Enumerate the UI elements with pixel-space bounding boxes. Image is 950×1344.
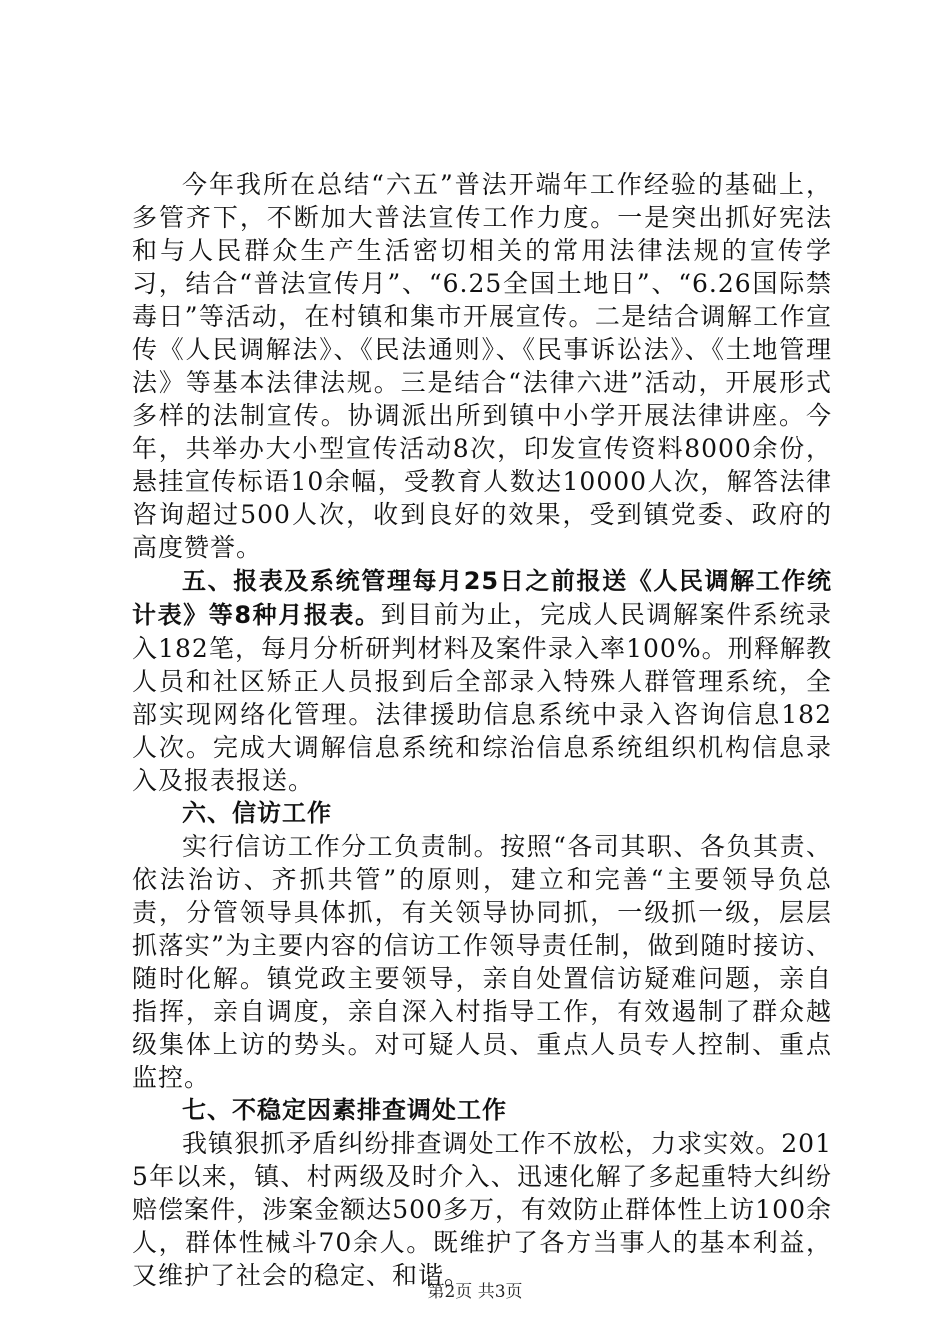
paragraph-reports-system (132, 564, 832, 797)
paragraph-reports-body: 到目前为止，完成人民调解案件系统录入182笔，每月分析研判材料及案件录入率100%。刑释解教人员和社区矫正人员报到后全部录入特殊人群管理系统，全部实现网络化管理。法律援助信息系统中录入咨询信息182人次。完成大调解信息系统和综治信息系统组织机构信息录入及报表报送。 (132, 600, 832, 795)
section-heading-instability: 七、不稳定因素排查调处工作 (182, 1096, 507, 1124)
section-heading-reports: 五、报表及系统管理每月25日之前报送《人民调解工作统计表》等8种月报表。 (132, 567, 832, 629)
paragraph-petitions: 实行信访工作分工负责制。按照“各司其职、各负其责、依法治访、齐抓共管”的原则，建立和完善“主要领导负总责，分管领导具体抓，有关领导协同抓，一级抓一级，层层抓落实”为主要内容的信访工作领导责任制，做到随时接访、随时化解。镇党政主要领导，亲自处置信访疑难问题，亲自指挥，亲自调度，亲自深入村指导工作，有效遏制了群众越级集体上访的势头。对可疑人员、重点人员专人控制、重点监控。 (132, 832, 832, 1092)
paragraph-legal-publicity: 今年我所在总结“六五”普法开端年工作经验的基础上，多管齐下，不断加大普法宣传工作力度。一是突出抓好宪法和与人民群众生产生活密切相关的常用法律法规的宣传学习，结合“普法宣传月”、“6.25全国土地日”、“6.26国际禁毒日”等活动，在村镇和集市开展宣传。二是结合调解工作宣传《人民调解法》、《民法通则》、《民事诉讼法》、《土地管理法》等基本法律法规。三是结合“法律六进”活动，开展形式多样的法制宣传。协调派出所到镇中小学开展法律讲座。今年，共举办大小型宣传活动8次，印发宣传资料8000余份，悬挂宣传标语10余幅，受教育人数达10000人次，解答法律咨询超过500人次，收到良好的效果，受到镇党委、政府的高度赞誉。 (132, 170, 832, 562)
page-footer: 第2页 共3页 (427, 1282, 523, 1302)
document-body (132, 168, 832, 1292)
section-heading-petitions: 六、信访工作 (182, 799, 332, 827)
paragraph-instability: 我镇狠抓矛盾纠纷排查调处工作不放松，力求实效。2015年以来，镇、村两级及时介入、迅速化解了多起重特大纠纷赔偿案件，涉案金额达500多万，有效防止群体性上访100余人，群体性械斗70余人。既维护了各方当事人的基本利益，又维护了社会的稳定、和谐。 (132, 1129, 832, 1290)
